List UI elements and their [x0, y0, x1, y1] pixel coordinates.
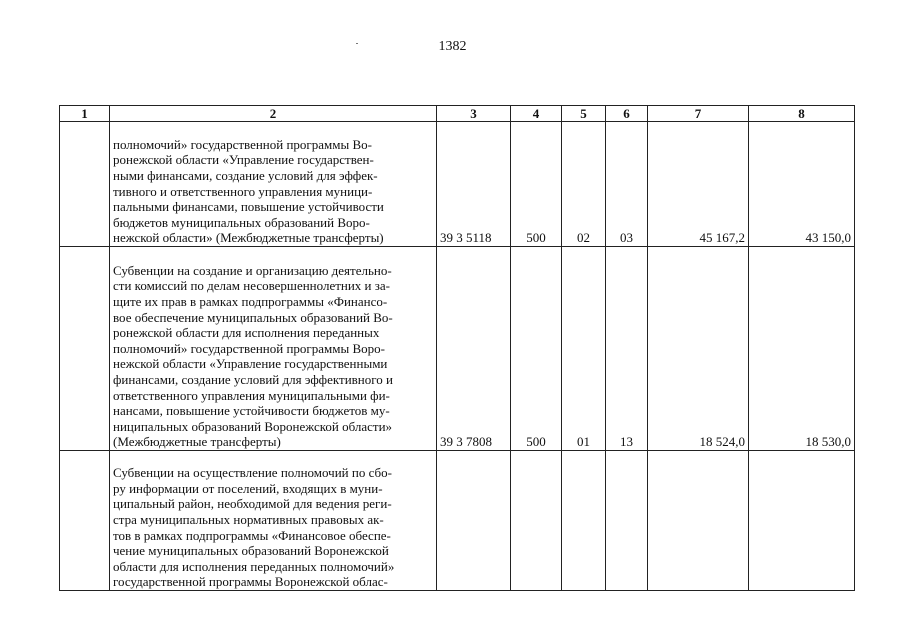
table-row [60, 122, 855, 247]
description-line: вое обеспечение муниципальных образований Во- [113, 309, 393, 325]
description-line: Субвенции на осуществление полномочий по сбо- [113, 465, 392, 481]
header-col-3: 3 [437, 106, 511, 122]
description-line: сти комиссий по делам несовершеннолетних и за- [113, 278, 390, 294]
page-number: 1382 [438, 39, 467, 54]
description-line: щите их прав в рамках подпрограммы «Финансо- [113, 294, 388, 310]
cell-subsection [606, 451, 648, 591]
cell-amount-1: 45 167,2 [648, 122, 749, 247]
cell-amount-2 [749, 451, 855, 591]
cell-expense-type: 500 [511, 247, 562, 451]
description-line: тивного и ответственного управления муници- [113, 183, 373, 199]
description-line: стра муниципальных нормативных правовых ак- [113, 512, 384, 528]
cell-number [60, 122, 110, 247]
description-line: государственной программы Воронежской облас- [113, 574, 388, 590]
description-line: ципальный район, необходимой для ведения реги- [113, 496, 392, 512]
cell-section [562, 451, 606, 591]
cell-section: 02 [562, 122, 606, 247]
cell-target-code: 39 3 7808 [437, 247, 511, 451]
budget-table [59, 105, 855, 591]
description-line: ными финансами, создание условий для эффек- [113, 168, 378, 184]
description-line: нансами, повышение устойчивости бюджетов му- [113, 403, 390, 419]
description-line: нежской области «Управление государственными [113, 356, 388, 372]
table-row [60, 451, 855, 591]
cell-amount-2: 43 150,0 [749, 122, 855, 247]
description-line: области для исполнения переданных полномочий» [113, 558, 395, 574]
cell-target-code: 39 3 5118 [437, 122, 511, 247]
description-line: чение муниципальных образований Воронежской [113, 543, 389, 559]
description-line: нежской области» (Межбюджетные трансферты) [113, 230, 384, 246]
cell-section: 01 [562, 247, 606, 451]
header-col-8: 8 [749, 106, 855, 122]
header-col-6: 6 [606, 106, 648, 122]
header-col-4: 4 [511, 106, 562, 122]
description-line: Субвенции на создание и организацию деятельно- [113, 262, 392, 278]
description-line: полномочий» государственной программы Во- [113, 136, 372, 152]
cell-description [110, 122, 437, 247]
cell-target-code [437, 451, 511, 591]
table-header-row [60, 106, 855, 122]
description-line: (Межбюджетные трансферты) [113, 434, 281, 450]
description-line: ниципальных образований Воронежской области» [113, 418, 393, 434]
description-line: пальными финансами, повышение устойчивости [113, 199, 384, 215]
cell-subsection: 13 [606, 247, 648, 451]
description-line: ру информации от поселений, входящих в муни- [113, 480, 383, 496]
description-line: ответственного управления муниципальными фи- [113, 387, 390, 403]
cell-amount-1 [648, 451, 749, 591]
cell-number [60, 247, 110, 451]
table-row [60, 247, 855, 451]
cell-expense-type [511, 451, 562, 591]
cell-number [60, 451, 110, 591]
description-line: бюджетов муниципальных образований Воро- [113, 214, 370, 230]
description-line: финансами, создание условий для эффективного и [113, 372, 393, 388]
cell-description [110, 451, 437, 591]
description-line: полномочий» государственной программы Воро- [113, 340, 385, 356]
cell-amount-1: 18 524,0 [648, 247, 749, 451]
cell-description [110, 247, 437, 451]
description-line: ронежской области для исполнения переданных [113, 325, 380, 341]
header-col-5: 5 [562, 106, 606, 122]
description-line: тов в рамках подпрограммы «Финансовое обеспе- [113, 527, 391, 543]
cell-subsection: 03 [606, 122, 648, 247]
table-body [60, 122, 855, 591]
cell-expense-type: 500 [511, 122, 562, 247]
header-col-1: 1 [60, 106, 110, 122]
header-col-2: 2 [110, 106, 437, 122]
cell-amount-2: 18 530,0 [749, 247, 855, 451]
description-line: ронежской области «Управление государствен- [113, 152, 374, 168]
header-col-7: 7 [648, 106, 749, 122]
